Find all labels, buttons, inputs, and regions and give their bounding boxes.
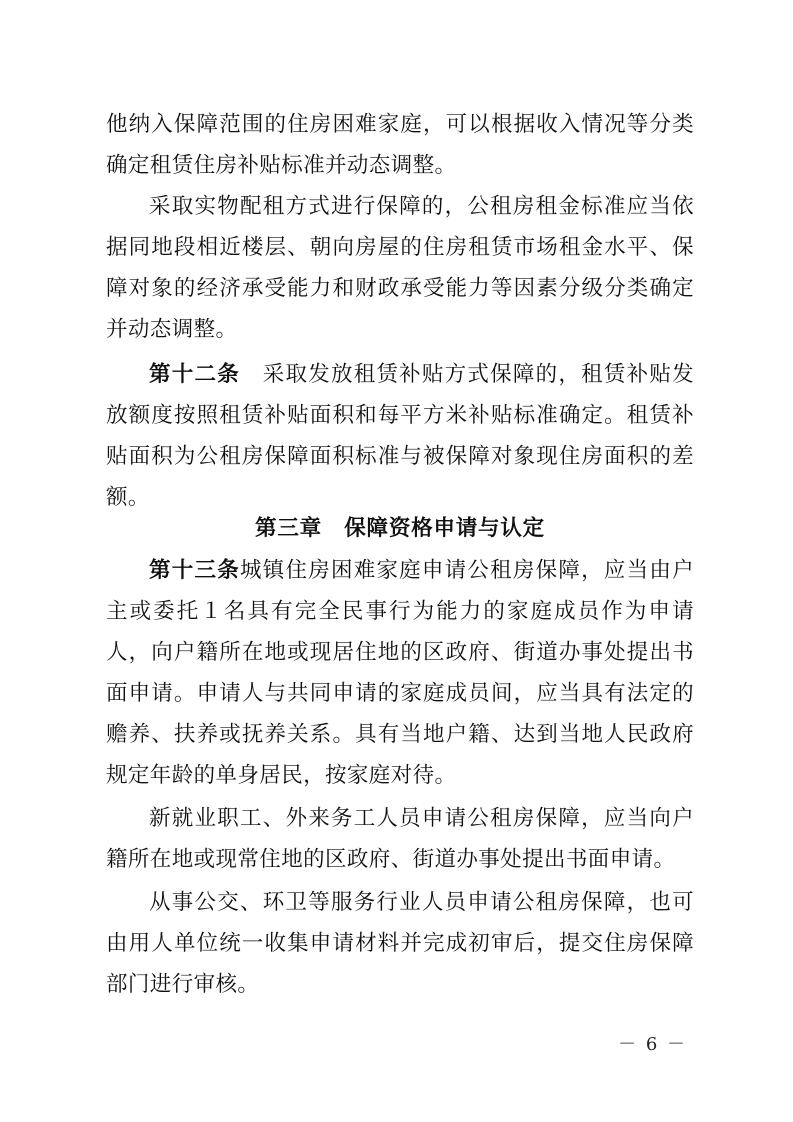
page-number: － 6 － <box>618 1034 687 1055</box>
article-12-text: 采取发放租赁补贴方式保障的，租赁补贴发放额度按照租赁补贴面积和每平方米补贴标准确定。租赁补贴面积为公租房保障面积标准与被保障对象现住房面积的差额。 <box>106 362 694 510</box>
paragraph-physical-rent: 采取实物配租方式进行保障的，公租房租金标准应当依据同地段相近楼层、朝向房屋的住房租赁市场租金水平、保障对象的经济承受能力和财政承受能力等因素分级分类确定并动态调整。 <box>106 194 694 342</box>
paragraph-continuation: 他纳入保障范围的住房困难家庭，可以根据收入情况等分类确定租赁住房补贴标准并动态调整。 <box>106 112 694 178</box>
article-12 <box>106 354 694 518</box>
article-12-title: 第十二条 <box>149 362 240 387</box>
lower-text-block <box>106 550 694 1005</box>
article-13-text: 城镇住房困难家庭申请公租房保障，应当由户主或委托１名具有完全民事行为能力的家庭成员作为申请人，向户籍所在地或现居住地的区政府、街道办事处提出书面申请。申请人与共同申请的家庭成员间，应当具有法定的赡养、扶养或抚养关系。具有当地户籍、达到当地人民政府规定年龄的单身居民，按家庭对待。 <box>106 558 694 788</box>
paragraph-service-workers: 从事公交、环卫等服务行业人员申请公租房保障，也可由用人单位统一收集申请材料并完成初审后，提交住房保障部门进行审核。 <box>106 890 694 997</box>
article-13-title: 第十三条 <box>149 558 240 583</box>
upper-text-block <box>106 104 694 518</box>
paragraph-new-workers: 新就业职工、外来务工人员申请公租房保障，应当向户籍所在地或现常住地的区政府、街道办事处提出书面申请。 <box>106 806 694 872</box>
article-13 <box>106 550 694 796</box>
chapter-title: 第三章 保障资格申请与认定 <box>255 516 545 541</box>
